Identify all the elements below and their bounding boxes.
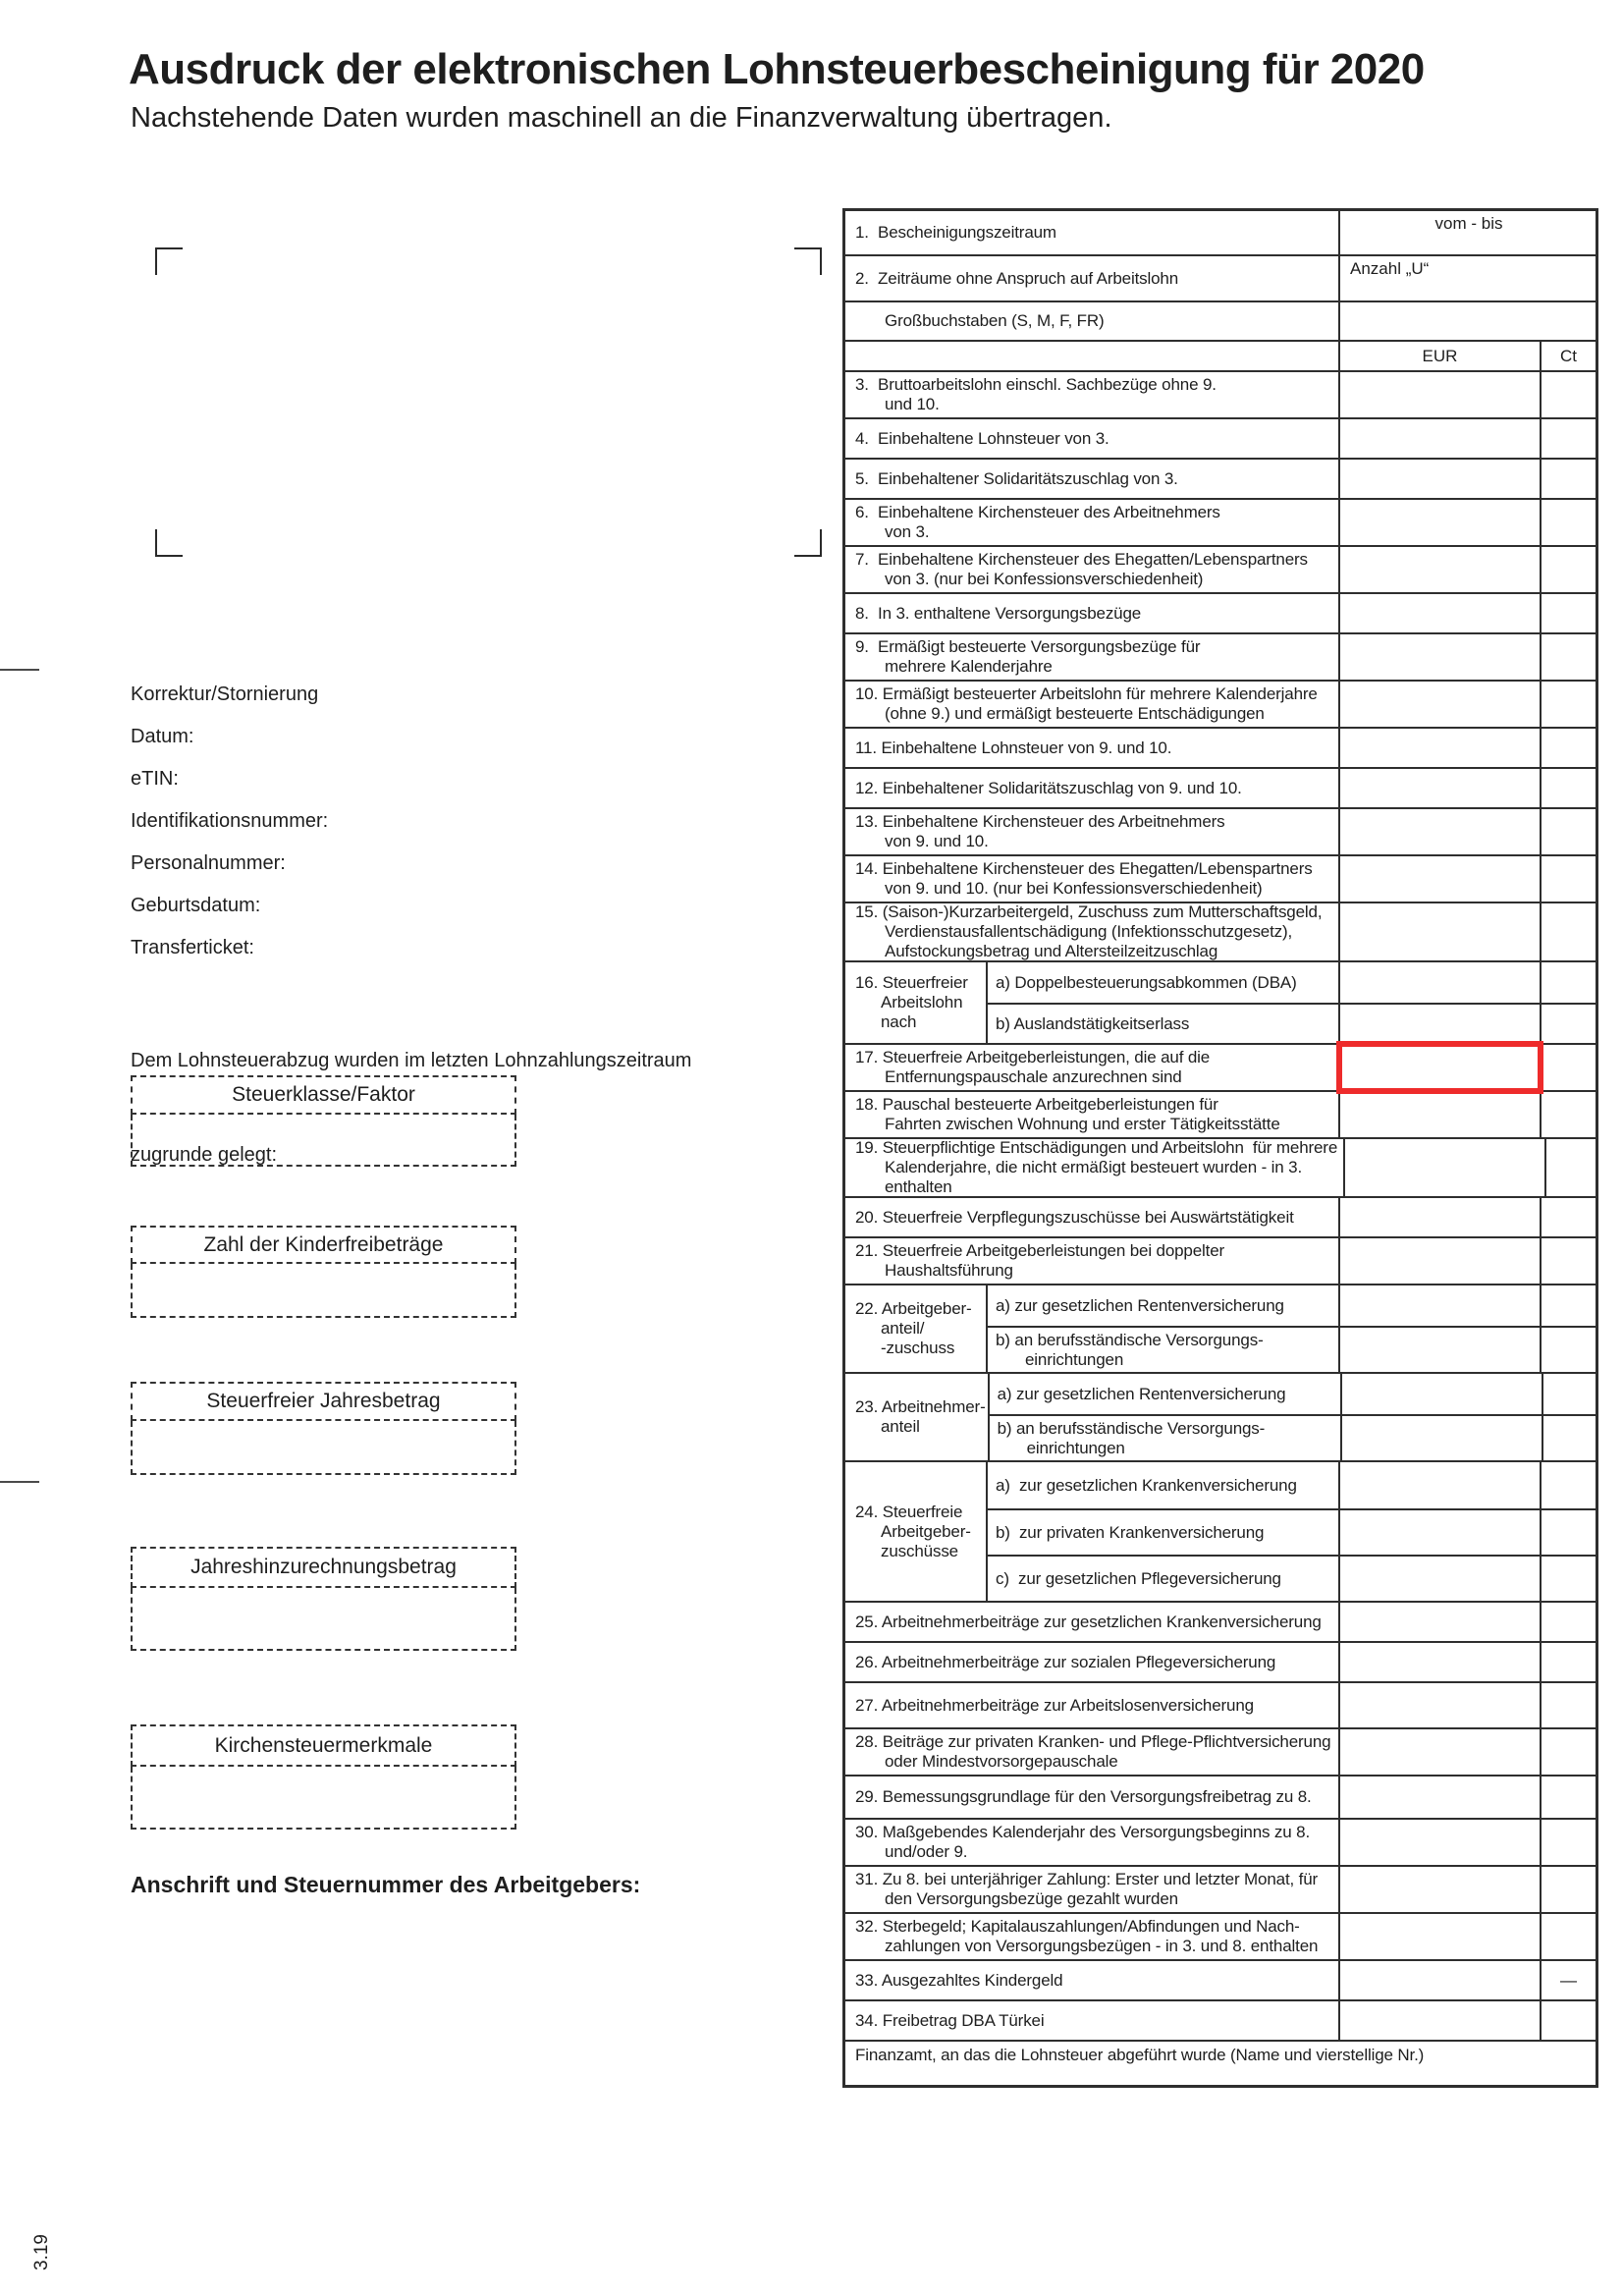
row-label: [845, 634, 1338, 680]
table-row: [845, 1865, 1596, 1912]
row-label: [845, 1045, 1338, 1090]
eur-field[interactable]: [1338, 372, 1540, 417]
label-line: a) zur gesetzlichen Rentenversicherung: [997, 1384, 1286, 1403]
row-label: [845, 419, 1338, 458]
label-line: 32. Sterbegeld; Kapitalauszahlungen/Abfindungen und Nach-: [855, 1917, 1300, 1936]
ct-field[interactable]: [1542, 1374, 1596, 1414]
corner-mark-bottom-left: [155, 529, 183, 557]
ct-field[interactable]: [1540, 1867, 1596, 1912]
label-line: Kalenderjahre, die nicht ermäßigt besteuert wurden - in 3.: [885, 1158, 1303, 1176]
eur-field[interactable]: [1338, 1462, 1540, 1508]
ct-field[interactable]: [1540, 372, 1596, 417]
ct-field[interactable]: [1540, 1045, 1596, 1090]
employer-heading: Anschrift und Steuernummer des Arbeitgebers:: [131, 1872, 641, 1897]
label-line: b) an berufsständische Versorgungs-: [996, 1330, 1264, 1349]
table-row: [845, 417, 1596, 458]
eur-field[interactable]: [1338, 547, 1540, 592]
group-subrows: [986, 1462, 1596, 1601]
row-label: [845, 1462, 986, 1601]
row-label: [845, 1867, 1338, 1912]
table-subrow: [988, 1462, 1596, 1508]
label-line: (ohne 9.) und ermäßigt besteuerte Entschädigungen: [885, 704, 1265, 723]
row-label: [845, 1238, 1338, 1284]
value-field[interactable]: [1338, 302, 1596, 340]
box-kirchensteuermerkmale: [131, 1724, 516, 1830]
ct-field[interactable]: [1540, 1285, 1596, 1326]
table-subrow: [988, 1326, 1596, 1372]
ct-field[interactable]: [1540, 2001, 1596, 2040]
eur-field[interactable]: [1338, 1820, 1540, 1865]
tax-table: [842, 208, 1598, 2088]
table-row: [845, 592, 1596, 632]
table-row: [845, 301, 1596, 340]
label-line: von 9. und 10. (nur bei Konfessionsverschiedenheit): [885, 879, 1263, 898]
box-jahresbetrag-label: Steuerfreier Jahresbetrag: [131, 1382, 516, 1421]
label-line: zuschüsse: [881, 1541, 958, 1560]
ct-field[interactable]: [1540, 500, 1596, 545]
ct-field[interactable]: [1540, 1005, 1596, 1043]
eur-field[interactable]: [1338, 1683, 1540, 1727]
box-jahresbetrag: [131, 1382, 516, 1475]
subrow-label: [990, 1374, 1340, 1414]
row-label: [845, 1374, 988, 1460]
label-line: Großbuchstaben (S, M, F, FR): [885, 311, 1105, 330]
eur-field[interactable]: [1338, 769, 1540, 807]
finanzamt-row: [845, 2040, 1596, 2085]
label-line: 3. Bruttoarbeitslohn einschl. Sachbezüge ohne 9.: [855, 375, 1217, 394]
table-row: [845, 498, 1596, 545]
page-subtitle: Nachstehende Daten wurden maschinell an die Finanzverwaltung übertragen.: [131, 102, 1112, 134]
label-line: Arbeitgeber-: [881, 1521, 971, 1541]
eur-field[interactable]: [1338, 1557, 1540, 1601]
eur-field[interactable]: [1338, 1285, 1540, 1326]
box-kinderfreibetraege: [131, 1226, 516, 1318]
ct-field[interactable]: [1542, 1416, 1596, 1460]
table-row: [845, 211, 1596, 254]
label-line: Arbeitslohn: [881, 993, 963, 1011]
eur-column-header: EUR: [1338, 342, 1540, 370]
label-line: anteil: [881, 1417, 920, 1436]
label-line: 12. Einbehaltener Solidaritätszuschlag von 9. und 10.: [855, 778, 1242, 797]
label-line: 17. Steuerfreie Arbeitgeberleistungen, die auf die: [855, 1048, 1211, 1066]
fold-mark-lower: [0, 1481, 39, 1483]
ct-field[interactable]: [1540, 729, 1596, 767]
label-line: Aufstockungsbetrag und Altersteilzeitzuschlag: [885, 942, 1218, 960]
row-label: [845, 1139, 1343, 1196]
eur-field[interactable]: [1343, 1139, 1544, 1196]
field-label-personalnummer: Personalnummer:: [131, 852, 286, 874]
ct-column-header: Ct: [1540, 342, 1596, 370]
field-label-transferticket: Transferticket:: [131, 937, 254, 958]
label-line: 34. Freibetrag DBA Türkei: [855, 2010, 1045, 2030]
row-label: [845, 1777, 1338, 1818]
label-line: 10. Ermäßigt besteuerter Arbeitslohn für mehrere Kalenderjahre: [855, 684, 1318, 703]
subrow-label: [988, 1005, 1338, 1043]
label-line: anteil/: [881, 1319, 925, 1338]
ct-field[interactable]: [1540, 1914, 1596, 1959]
ct-field[interactable]: —: [1540, 1961, 1596, 1999]
label-line: 4. Einbehaltene Lohnsteuer von 3.: [855, 428, 1109, 448]
value-field[interactable]: vom - bis: [1338, 211, 1596, 254]
row-label: [845, 2001, 1338, 2040]
eur-field[interactable]: [1338, 903, 1540, 960]
ct-field[interactable]: [1540, 903, 1596, 960]
subrow-label: [988, 1285, 1338, 1326]
row-label: [845, 302, 1338, 340]
row-label: [845, 1643, 1338, 1681]
row-label: [845, 342, 1338, 370]
table-row: [845, 1959, 1596, 1999]
form-version-code: 3.19: [31, 2234, 52, 2270]
eur-field[interactable]: [1338, 1914, 1540, 1959]
label-line: 27. Arbeitnehmerbeiträge zur Arbeitslosenversicherung: [855, 1695, 1254, 1715]
label-line: 14. Einbehaltene Kirchensteuer des Ehegatten/Lebenspartners: [855, 859, 1313, 878]
ct-field[interactable]: [1540, 634, 1596, 680]
row-label: [845, 1820, 1338, 1865]
employee-meta-labels: [131, 674, 328, 969]
table-subrow: [990, 1374, 1596, 1414]
eur-field[interactable]: [1338, 1238, 1540, 1284]
label-line: 33. Ausgezahltes Kindergeld: [855, 1970, 1063, 1990]
row-label: [845, 1603, 1338, 1641]
label-line: 28. Beiträge zur privaten Kranken- und Pflege-Pflichtversicherung: [855, 1732, 1331, 1751]
label-line: oder Mindestvorsorgepauschale: [885, 1752, 1118, 1771]
label-line: 2. Zeiträume ohne Anspruch auf Arbeitslohn: [855, 268, 1179, 288]
table-row: [845, 1601, 1596, 1641]
table-row: [845, 632, 1596, 680]
eur-field[interactable]: [1338, 419, 1540, 458]
field-label-geburtsdatum: Geburtsdatum:: [131, 895, 261, 916]
label-line: c) zur gesetzlichen Pflegeversicherung: [996, 1568, 1281, 1588]
table-subrow: [988, 962, 1596, 1003]
row-label: [845, 1092, 1338, 1137]
eur-field[interactable]: [1338, 1198, 1540, 1236]
label-line: 30. Maßgebendes Kalenderjahr des Versorgungsbeginns zu 8.: [855, 1823, 1311, 1841]
label-line: und/oder 9.: [885, 1842, 968, 1861]
ct-field[interactable]: [1540, 1820, 1596, 1865]
label-line: 15. (Saison-)Kurzarbeitergeld, Zuschuss zum Mutterschaftsgeld,: [855, 902, 1323, 921]
label-line: 16. Steuerfreier: [855, 973, 968, 992]
eur-field[interactable]: [1340, 1374, 1542, 1414]
label-line: 6. Einbehaltene Kirchensteuer des Arbeitnehmers: [855, 503, 1220, 521]
row-label: [845, 460, 1338, 498]
table-row: [845, 1775, 1596, 1818]
eur-field[interactable]: [1338, 1045, 1540, 1090]
label-line: 1. Bescheinigungszeitraum: [855, 223, 1056, 242]
row-label: [845, 1198, 1338, 1236]
ct-field[interactable]: [1540, 1777, 1596, 1818]
label-line: -zuschuss: [881, 1339, 955, 1357]
box-steuerklasse: [131, 1075, 516, 1167]
label-line: Finanzamt, an das die Lohnsteuer abgeführt wurde (Name und vierstellige Nr.): [855, 2046, 1425, 2064]
table-subrow: [988, 1508, 1596, 1555]
ct-field[interactable]: [1540, 1603, 1596, 1641]
ct-field[interactable]: [1540, 809, 1596, 854]
table-row: [845, 680, 1596, 727]
table-subrow: [988, 1003, 1596, 1043]
subrow-label: [988, 962, 1338, 1003]
ct-field[interactable]: [1540, 1198, 1596, 1236]
label-line: Haushaltsführung: [885, 1261, 1013, 1280]
eur-field[interactable]: [1338, 500, 1540, 545]
eur-field[interactable]: [1338, 1961, 1540, 1999]
table-row: [845, 340, 1596, 370]
subrow-label: [988, 1557, 1338, 1601]
label-line: 22. Arbeitgeber-: [855, 1299, 972, 1318]
ct-field[interactable]: [1540, 419, 1596, 458]
label-line: Entfernungspauschale anzurechnen sind: [885, 1067, 1182, 1086]
field-label-datum: Datum:: [131, 726, 194, 747]
row-label: [845, 594, 1338, 632]
label-line: 5. Einbehaltener Solidaritätszuschlag von 3.: [855, 468, 1178, 488]
box-hinzurechnungsbetrag-label: Jahreshinzurechnungsbetrag: [131, 1547, 516, 1588]
label-line: b) Auslandstätigkeitserlass: [996, 1013, 1190, 1033]
field-label-idnummer: Identifikationsnummer:: [131, 810, 329, 832]
row-label: [845, 1729, 1338, 1775]
label-line: 11. Einbehaltene Lohnsteuer von 9. und 10.: [855, 738, 1172, 757]
ct-field[interactable]: [1540, 769, 1596, 807]
ct-field[interactable]: [1540, 1238, 1596, 1284]
label-line: 25. Arbeitnehmerbeiträge zur gesetzlichen Krankenversicherung: [855, 1612, 1322, 1631]
label-line: Fahrten zwischen Wohnung und erster Tätigkeitsstätte: [885, 1115, 1280, 1133]
ct-field[interactable]: [1540, 1462, 1596, 1508]
table-row: [845, 1196, 1596, 1236]
fold-mark-upper: [0, 669, 39, 671]
table-row: [845, 254, 1596, 301]
eur-field[interactable]: [1338, 682, 1540, 727]
row-label: [845, 1285, 986, 1372]
table-row: [845, 807, 1596, 854]
eur-field[interactable]: [1338, 1603, 1540, 1641]
ct-field[interactable]: [1540, 1328, 1596, 1372]
table-row: [845, 1284, 1596, 1372]
box-kirchensteuermerkmale-value[interactable]: [131, 1767, 516, 1830]
table-row: [845, 1818, 1596, 1865]
table-row: [845, 960, 1596, 1043]
eur-field[interactable]: [1338, 856, 1540, 902]
eur-field[interactable]: [1338, 460, 1540, 498]
row-label: [845, 962, 986, 1043]
eur-field[interactable]: [1338, 594, 1540, 632]
row-label: [845, 1914, 1338, 1959]
box-kirchensteuermerkmale-label: Kirchensteuermerkmale: [131, 1724, 516, 1767]
label-line: enthalten: [885, 1177, 952, 1196]
label-line: 23. Arbeitnehmer-: [855, 1397, 986, 1416]
table-row: [845, 1236, 1596, 1284]
table-row: [845, 1090, 1596, 1137]
label-line: a) zur gesetzlichen Krankenversicherung: [996, 1475, 1297, 1495]
label-line: von 9. und 10.: [885, 832, 989, 850]
row-label: [845, 547, 1338, 592]
subrow-label: [988, 1328, 1338, 1372]
label-line: a) zur gesetzlichen Rentenversicherung: [996, 1295, 1284, 1315]
page-title: Ausdruck der elektronischen Lohnsteuerbescheinigung für 2020: [129, 45, 1425, 93]
label-line: 20. Steuerfreie Verpflegungszuschüsse bei Auswärtstätigkeit: [855, 1207, 1294, 1227]
field-label-korrektur: Korrektur/Stornierung: [131, 683, 319, 705]
ct-field[interactable]: [1540, 682, 1596, 727]
label-line: b) zur privaten Krankenversicherung: [996, 1522, 1265, 1542]
label-line: einrichtungen: [1025, 1349, 1124, 1369]
table-row: [845, 1043, 1596, 1090]
row-label: [845, 211, 1338, 254]
label-line: nach: [881, 1012, 917, 1031]
group-subrows: [986, 962, 1596, 1043]
box-hinzurechnungsbetrag-value[interactable]: [131, 1588, 516, 1651]
eur-field[interactable]: [1338, 729, 1540, 767]
subrow-label: [988, 1462, 1338, 1508]
ct-field[interactable]: [1540, 856, 1596, 902]
field-label-etin: eTIN:: [131, 768, 179, 790]
eur-field[interactable]: [1338, 1777, 1540, 1818]
label-line: von 3. (nur bei Konfessionsverschiedenheit): [885, 570, 1204, 588]
label-line: mehrere Kalenderjahre: [885, 657, 1053, 676]
subrow-label: [988, 1510, 1338, 1555]
label-line: 29. Bemessungsgrundlage für den Versorgungsfreibetrag zu 8.: [855, 1787, 1312, 1806]
label-line: und 10.: [885, 395, 940, 413]
row-label: [845, 769, 1338, 807]
table-row: [845, 1999, 1596, 2040]
table-row: [845, 1460, 1596, 1601]
table-row: [845, 1681, 1596, 1727]
box-jahresbetrag-value[interactable]: [131, 1421, 516, 1475]
label-line: den Versorgungsbezüge gezahlt wurden: [885, 1889, 1178, 1908]
table-row: [845, 727, 1596, 767]
box-steuerklasse-label: Steuerklasse/Faktor: [131, 1075, 516, 1115]
corner-mark-top-right: [794, 247, 822, 275]
table-row: [845, 545, 1596, 592]
corner-mark-bottom-right: [794, 529, 822, 557]
ct-field[interactable]: [1540, 1729, 1596, 1775]
label-line: a) Doppelbesteuerungsabkommen (DBA): [996, 972, 1297, 992]
eur-field[interactable]: [1338, 809, 1540, 854]
table-subrow: [988, 1285, 1596, 1326]
table-row: [845, 854, 1596, 902]
eur-field[interactable]: [1338, 1643, 1540, 1681]
label-line: 19. Steuerpflichtige Entschädigungen und Arbeitslohn für mehrere: [855, 1138, 1338, 1157]
table-row: [845, 767, 1596, 807]
box-kinderfreibetraege-value[interactable]: [131, 1264, 516, 1318]
ct-field[interactable]: [1540, 1510, 1596, 1555]
eur-field[interactable]: [1338, 962, 1540, 1003]
row-label: [845, 1683, 1338, 1727]
table-row: [845, 458, 1596, 498]
label-line: von 3.: [885, 522, 930, 541]
ct-field[interactable]: [1540, 1092, 1596, 1137]
label-line: 8. In 3. enthaltene Versorgungsbezüge: [855, 603, 1142, 623]
eur-field[interactable]: [1338, 1867, 1540, 1912]
eur-field[interactable]: [1338, 634, 1540, 680]
box-kinderfreibetraege-label: Zahl der Kinderfreibeträge: [131, 1226, 516, 1264]
eur-field[interactable]: [1338, 1328, 1540, 1372]
finanzamt-cell: [845, 2042, 1596, 2085]
box-steuerklasse-value[interactable]: [131, 1115, 516, 1167]
ct-field[interactable]: [1540, 460, 1596, 498]
label-line: 7. Einbehaltene Kirchensteuer des Ehegatten/Lebenspartners: [855, 550, 1308, 569]
table-row: [845, 1727, 1596, 1775]
eur-field[interactable]: [1338, 1005, 1540, 1043]
eur-field[interactable]: [1340, 1416, 1542, 1460]
table-row: [845, 370, 1596, 417]
highlight-box: [1336, 1041, 1543, 1094]
label-line: 21. Steuerfreie Arbeitgeberleistungen bei doppelter: [855, 1241, 1225, 1260]
ct-field[interactable]: [1540, 1643, 1596, 1681]
row-label: [845, 903, 1338, 960]
ct-field[interactable]: [1540, 594, 1596, 632]
corner-mark-top-left: [155, 247, 183, 275]
row-label: [845, 729, 1338, 767]
eur-field[interactable]: [1338, 2001, 1540, 2040]
table-subrow: [990, 1414, 1596, 1460]
label-line: Verdienstausfallentschädigung (Infektionsschutzgesetz),: [885, 922, 1293, 941]
eur-field[interactable]: [1338, 1729, 1540, 1775]
label-line: 13. Einbehaltene Kirchensteuer des Arbeitnehmers: [855, 812, 1225, 831]
table-row: [845, 1641, 1596, 1681]
table-subrow: [988, 1555, 1596, 1601]
label-line: b) an berufsständische Versorgungs-: [997, 1418, 1266, 1438]
row-label: [845, 256, 1338, 301]
label-line: 9. Ermäßigt besteuerte Versorgungsbezüge für: [855, 637, 1201, 656]
ct-field[interactable]: [1540, 547, 1596, 592]
label-line: 26. Arbeitnehmerbeiträge zur sozialen Pflegeversicherung: [855, 1652, 1276, 1671]
ct-field[interactable]: [1540, 1557, 1596, 1601]
row-label: [845, 500, 1338, 545]
label-line: zahlungen von Versorgungsbezügen - in 3. und 8. enthalten: [885, 1937, 1319, 1955]
label-line: einrichtungen: [1026, 1438, 1125, 1457]
row-label: [845, 682, 1338, 727]
label-line: 18. Pauschal besteuerte Arbeitgeberleistungen für: [855, 1095, 1218, 1114]
eur-field[interactable]: [1338, 1092, 1540, 1137]
value-field[interactable]: Anzahl „U“: [1338, 256, 1596, 301]
ct-field[interactable]: [1540, 962, 1596, 1003]
group-subrows: [988, 1374, 1596, 1460]
ct-field[interactable]: [1544, 1139, 1596, 1196]
row-label: [845, 809, 1338, 854]
subrow-label: [990, 1416, 1340, 1460]
box-hinzurechnungsbetrag: [131, 1547, 516, 1651]
label-line: 24. Steuerfreie: [855, 1502, 963, 1521]
eur-field[interactable]: [1338, 1510, 1540, 1555]
table-row: [845, 1912, 1596, 1959]
row-label: [845, 372, 1338, 417]
row-label: [845, 856, 1338, 902]
row-label: [845, 1961, 1338, 1999]
label-line: 31. Zu 8. bei unterjähriger Zahlung: Erster und letzter Monat, für: [855, 1870, 1319, 1888]
group-subrows: [986, 1285, 1596, 1372]
table-row: [845, 902, 1596, 960]
intro-text: Dem Lohnsteuerabzug wurden im letzten Lohnzahlungszeitraum zugrunde gelegt:: [131, 1050, 692, 1166]
table-row: [845, 1372, 1596, 1460]
table-row: [845, 1137, 1596, 1196]
ct-field[interactable]: [1540, 1683, 1596, 1727]
